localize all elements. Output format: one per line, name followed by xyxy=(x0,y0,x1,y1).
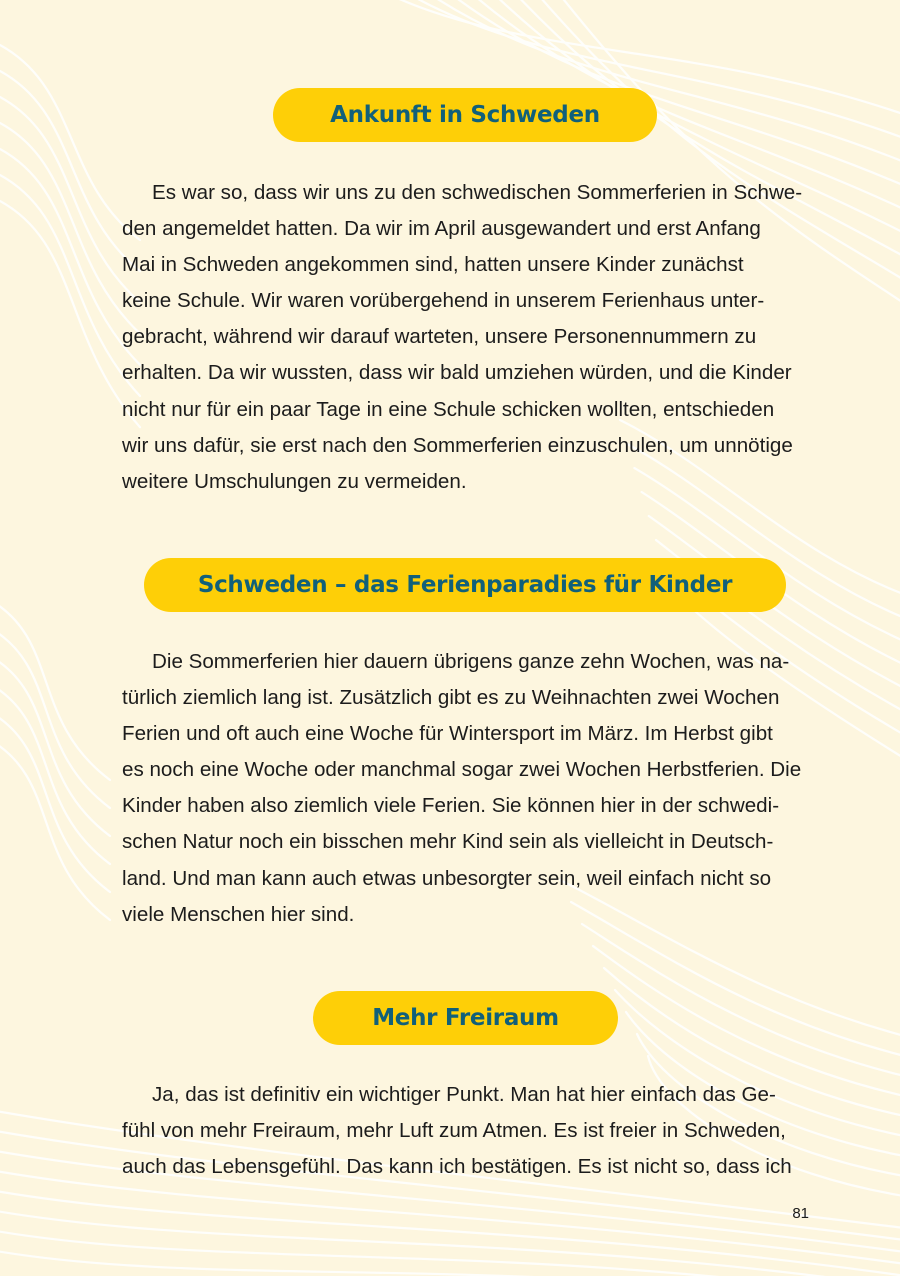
text-line: Ja, das ist definitiv ein wichtiger Punkt. Man hat hier einfach das Ge- xyxy=(152,1083,776,1106)
wave-line xyxy=(0,712,110,892)
paragraph-freiraum xyxy=(122,1077,812,1185)
heading-ankunft-in-schweden xyxy=(273,88,657,142)
heading-mehr-freiraum xyxy=(313,991,618,1045)
wave-line xyxy=(0,170,140,396)
text-line: fühl von mehr Freiraum, mehr Luft zum Atmen. Es ist freier in Schweden, xyxy=(122,1119,786,1143)
text-line: auch das Lebensgefühl. Das kann ich bestätigen. Es ist nicht so, dass ich xyxy=(122,1155,792,1179)
text-line: land. Und man kann auch etwas unbesorgter sein, weil einfach nicht so xyxy=(122,866,772,890)
text-line: gebracht, während wir darauf warteten, unsere Personennummern zu xyxy=(122,325,757,349)
heading-ferienparadies xyxy=(144,558,786,612)
text-line: schen Natur noch ein bisschen mehr Kind sein als vielleicht in Deutsch- xyxy=(122,830,774,854)
text-line: wir uns dafür, sie erst nach den Sommerferien einzuschulen, um unnötige xyxy=(122,433,793,457)
wave-line xyxy=(0,1250,900,1276)
wave-line xyxy=(0,118,140,334)
text-line: Kinder haben also ziemlich viele Ferien. Sie können hier in der schwedi- xyxy=(122,794,780,818)
text-line: den angemeldet hatten. Da wir im April ausgewandert und erst Anfang xyxy=(122,217,761,241)
wave-line xyxy=(0,628,110,808)
wave-line xyxy=(0,656,110,836)
wave-line xyxy=(0,144,140,365)
text-line: Ferien und oft auch eine Woche für Wintersport im März. Im Herbst gibt xyxy=(122,722,773,746)
wave-line xyxy=(0,684,110,864)
text-line: Es war so, dass wir uns zu den schwedischen Sommerferien in Schwe- xyxy=(152,181,803,204)
text-line: erhalten. Da wir wussten, dass wir bald umziehen würden, und die Kinder xyxy=(122,361,792,385)
text-line: nicht nur für ein paar Tage in eine Schule schicken wollten, entschieden xyxy=(122,397,775,421)
paragraph-ferienparadies xyxy=(122,644,812,933)
text-line: weitere Umschulungen zu vermeiden. xyxy=(122,469,467,493)
text-line: Mai in Schweden angekommen sind, hatten unsere Kinder zunächst xyxy=(122,253,744,277)
text-line: keine Schule. Wir waren vorübergehend in unserem Ferienhaus unter- xyxy=(122,289,765,313)
paragraph-ankunft xyxy=(122,175,812,500)
wave-line xyxy=(582,924,900,1080)
heading-text: Mehr Freiraum xyxy=(372,1005,559,1031)
wave-line xyxy=(0,40,140,240)
wave-line xyxy=(0,600,110,780)
page-number: 81 xyxy=(792,1205,809,1222)
text-line: es noch eine Woche oder manchmal sogar zwei Wochen Herbstferien. Die xyxy=(122,758,802,782)
heading-text: Schweden – das Ferienparadies für Kinder xyxy=(197,572,733,598)
text-line: Die Sommerferien hier dauern übrigens ganze zehn Wochen, was na- xyxy=(152,650,790,673)
text-line: viele Menschen hier sind. xyxy=(122,902,355,926)
text-line: türlich ziemlich lang ist. Zusätzlich gibt es zu Weihnachten zwei Wochen xyxy=(122,686,780,710)
heading-text: Ankunft in Schweden xyxy=(330,102,600,128)
